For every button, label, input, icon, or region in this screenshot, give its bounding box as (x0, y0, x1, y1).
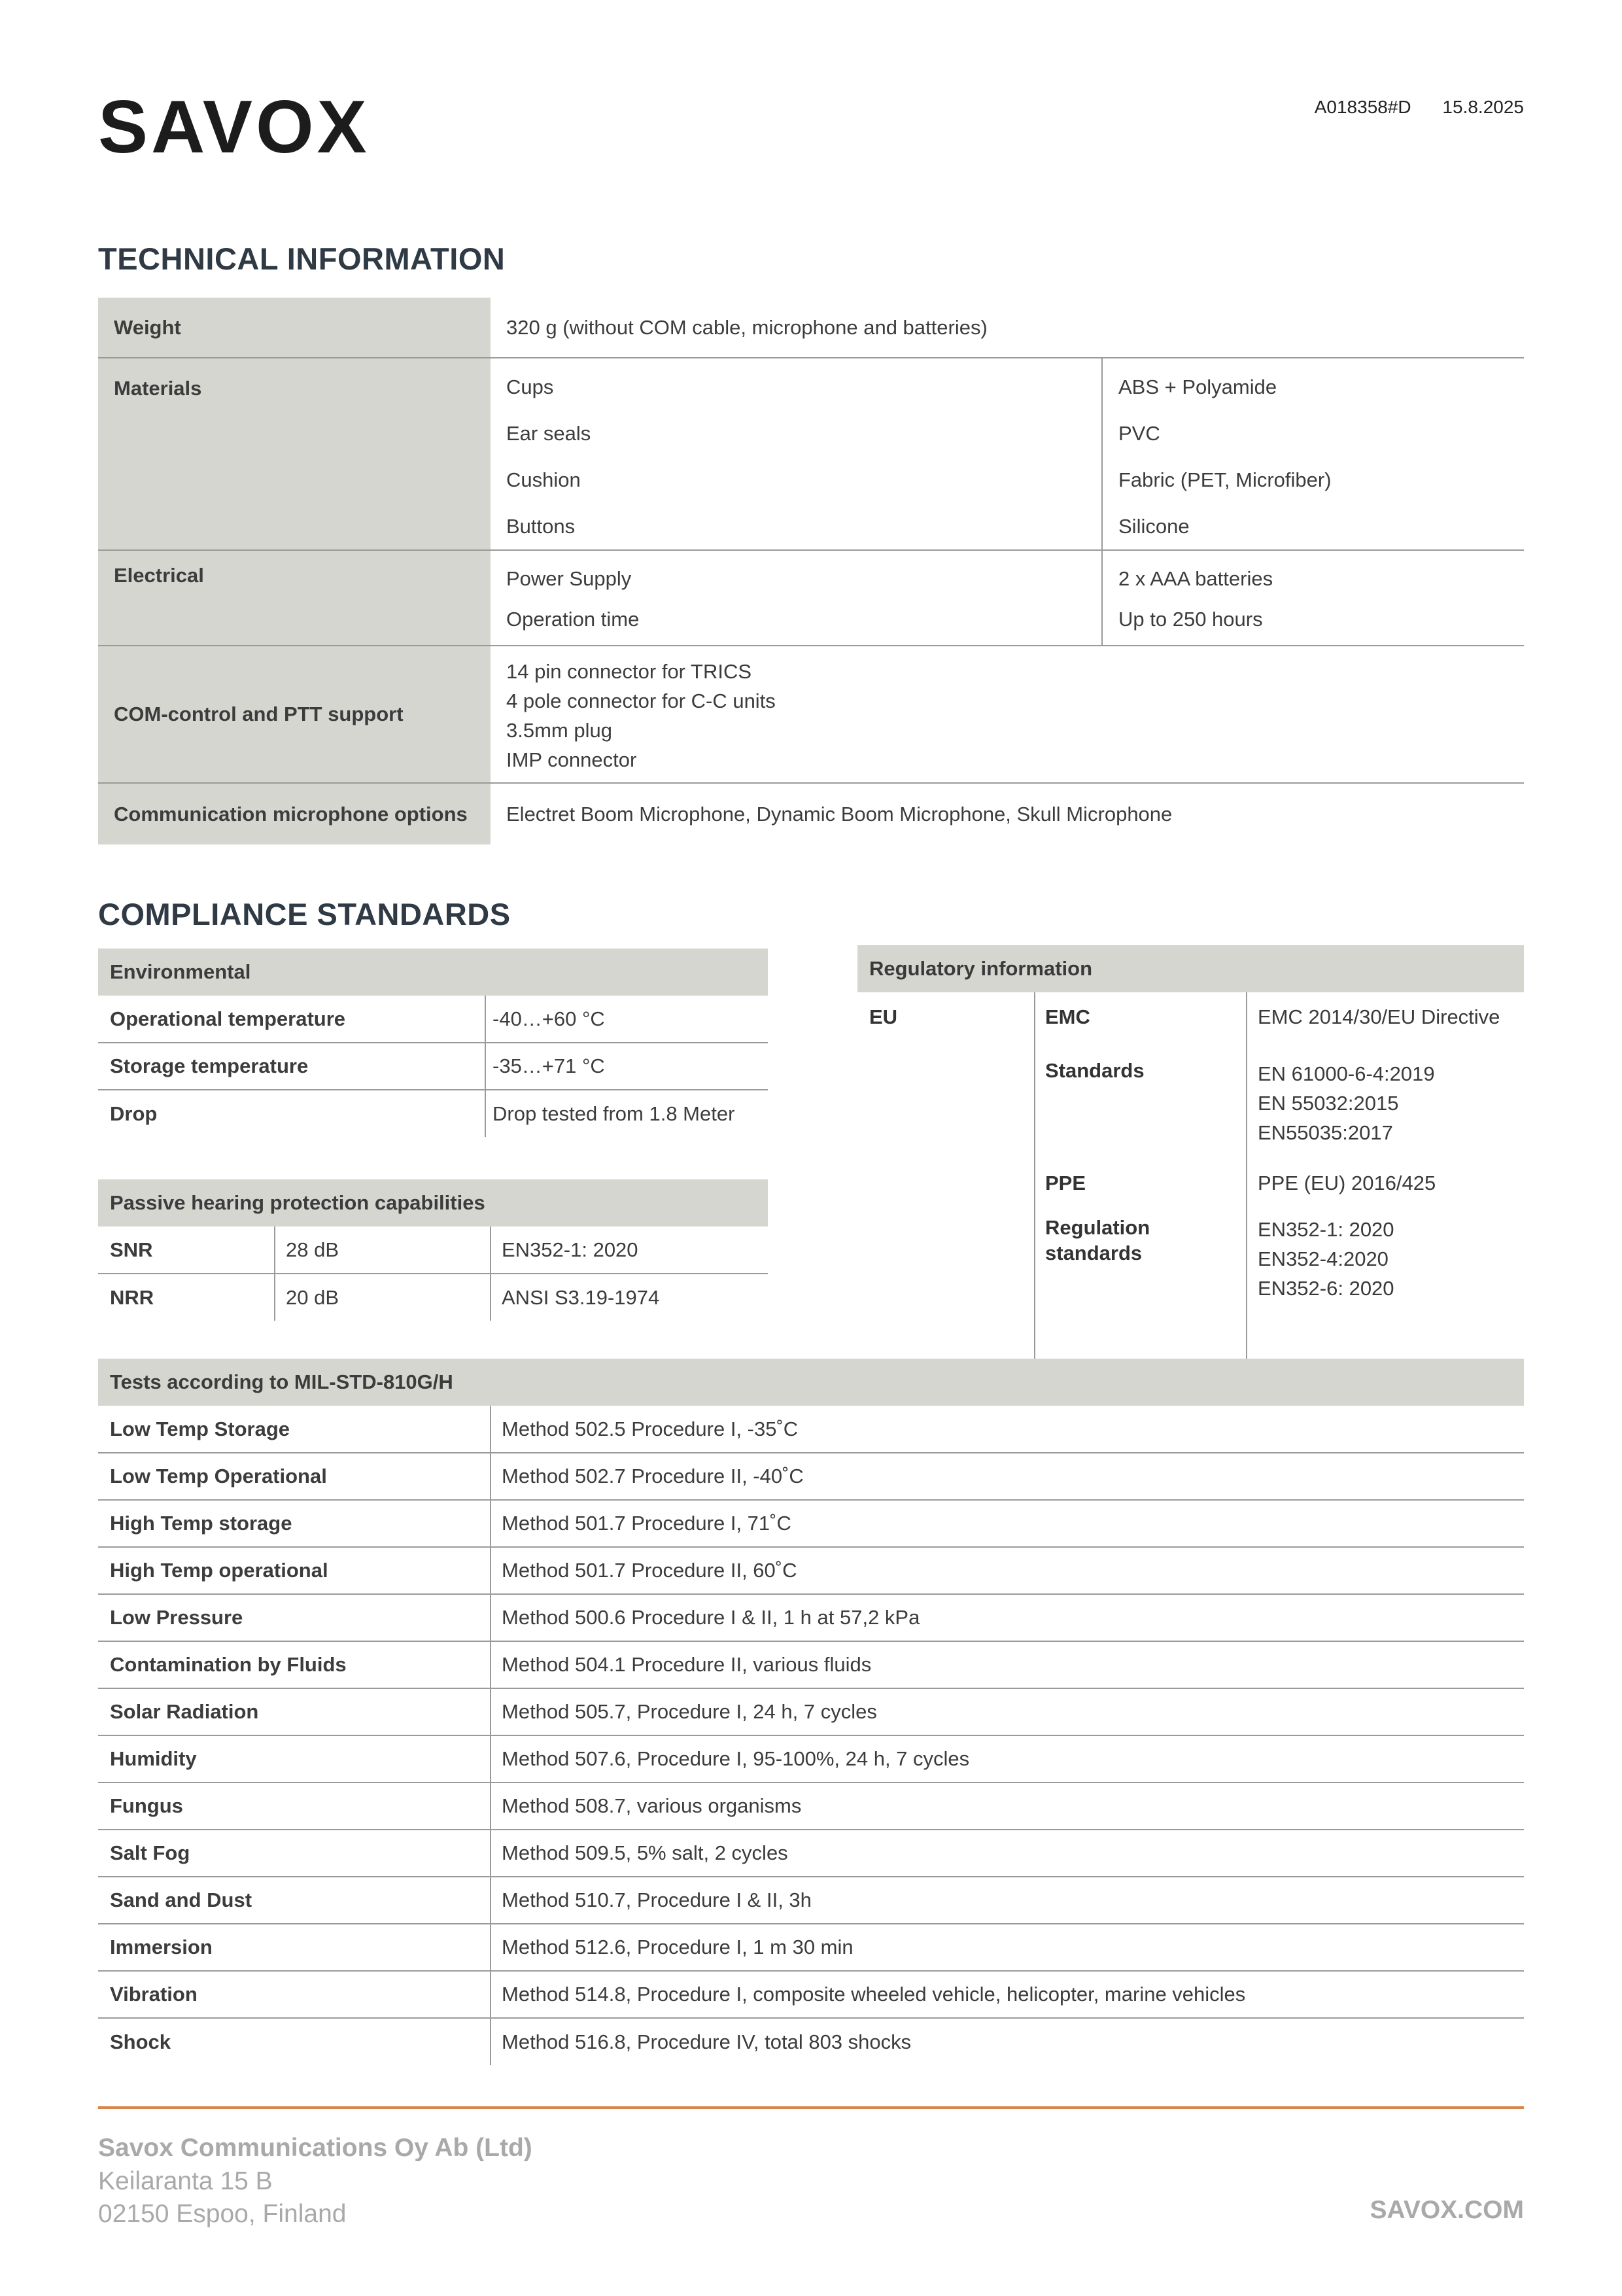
passive-protection-table (98, 1179, 768, 1321)
regulation-label-line: standards (1045, 1242, 1143, 1264)
region-label: EU (869, 1005, 898, 1028)
mil-label: Salt Fog (98, 1830, 491, 1877)
table-row (98, 1688, 1524, 1735)
env-label: Drop (110, 1102, 158, 1125)
material-value: ABS + Polyamide (1118, 375, 1277, 398)
table-row (98, 1406, 1524, 1453)
electrical-name: Operation time (506, 608, 640, 631)
table-row (98, 783, 1524, 844)
table-row (98, 550, 1524, 646)
mil-label: Immersion (98, 1924, 491, 1971)
regulation-value: EN352-1: 2020 (1258, 1218, 1394, 1241)
compliance-title: COMPLIANCE STANDARDS (98, 897, 511, 931)
mic-label: Communication microphone options (98, 783, 491, 844)
mil-value: Method 510.7, Procedure I & II, 3h (491, 1877, 1524, 1924)
mil-label: Low Temp Storage (98, 1406, 491, 1453)
materials-values (1102, 358, 1524, 550)
passive-label: NRR (110, 1285, 154, 1309)
table-row (98, 996, 768, 1043)
mil-value: Method 512.6, Procedure I, 1 m 30 min (491, 1924, 1524, 1971)
electrical-name: Power Supply (506, 567, 632, 590)
regulation-value: EN352-6: 2020 (1258, 1277, 1394, 1300)
regulation-label (1045, 1215, 1150, 1266)
mil-label: Vibration (98, 1971, 491, 2018)
mil-header: Tests according to MIL-STD-810G/H (98, 1359, 1524, 1406)
environmental-table (98, 948, 768, 1137)
column-divider (1246, 992, 1247, 1360)
standard-value: EN55035:2017 (1258, 1121, 1393, 1144)
table-row (98, 1783, 1524, 1830)
ppe-label: PPE (1045, 1172, 1086, 1194)
table-row (98, 1971, 1524, 2018)
env-value: -40…+60 °C (485, 996, 768, 1043)
mil-value: Method 504.1 Procedure II, various fluids (491, 1641, 1524, 1688)
electrical-names (491, 550, 1102, 646)
mil-value: Method 514.8, Procedure I, composite wheeled vehicle, helicopter, marine vehicles (491, 1971, 1524, 2018)
table-row (98, 1735, 1524, 1783)
standard-value: EN 61000-6-4:2019 (1258, 1062, 1435, 1085)
mil-label: Humidity (98, 1735, 491, 1783)
table-row (98, 1924, 1524, 1971)
table-row (98, 1453, 1524, 1500)
table-row (98, 358, 1524, 550)
table-row (98, 2018, 1524, 2065)
com-line: 4 pole connector for C-C units (506, 689, 776, 712)
table-row (98, 1877, 1524, 1924)
document-date: 15.8.2025 (1442, 97, 1524, 117)
mil-value: Method 502.5 Procedure I, -35˚C (491, 1406, 1524, 1453)
mil-label: High Temp operational (98, 1547, 491, 1594)
com-line: IMP connector (506, 748, 637, 771)
document-id: A018358#D (1314, 97, 1411, 117)
materials-names (491, 358, 1102, 550)
env-label: Storage temperature (98, 1043, 485, 1090)
materials-label: Materials (98, 358, 491, 550)
table-row (98, 1090, 768, 1137)
material-value: PVC (1118, 422, 1160, 445)
com-values (491, 646, 1524, 783)
electrical-value: Up to 250 hours (1118, 608, 1263, 631)
table-row (98, 298, 1524, 358)
weight-value: 320 g (without COM cable, microphone and batteries) (491, 298, 1524, 358)
mil-label: Shock (110, 2030, 171, 2053)
mil-label: Contamination by Fluids (98, 1641, 491, 1688)
emc-value: EMC 2014/30/EU Directive (1258, 1005, 1500, 1028)
standards-label: Standards (1045, 1059, 1145, 1082)
com-label: COM-control and PTT support (98, 646, 491, 783)
table-row (98, 1500, 1524, 1547)
material-name: Buttons (506, 515, 576, 538)
passive-standard: ANSI S3.19-1974 (491, 1274, 768, 1321)
mil-std-table (98, 1359, 1524, 2065)
com-line: 3.5mm plug (506, 719, 612, 742)
weight-label: Weight (98, 298, 491, 358)
mil-label: Fungus (98, 1783, 491, 1830)
table-row (98, 1594, 1524, 1641)
mil-label: Solar Radiation (98, 1688, 491, 1735)
mil-label: Low Pressure (98, 1594, 491, 1641)
mil-value: Method 516.8, Procedure IV, total 803 shocks (491, 2018, 1524, 2065)
ppe-value: PPE (EU) 2016/425 (1258, 1172, 1436, 1194)
technical-table (98, 298, 1524, 844)
environmental-header: Environmental (98, 948, 768, 996)
table-row (98, 646, 1524, 783)
standards-values (1258, 1059, 1435, 1147)
emc-label: EMC (1045, 1005, 1090, 1028)
material-name: Cups (506, 375, 554, 398)
mil-value: Method 509.5, 5% salt, 2 cycles (491, 1830, 1524, 1877)
mil-label: Sand and Dust (98, 1877, 491, 1924)
electrical-values (1102, 550, 1524, 646)
env-value: Drop tested from 1.8 Meter (485, 1090, 768, 1137)
table-row (98, 1043, 768, 1090)
table-row (98, 1830, 1524, 1877)
electrical-label: Electrical (98, 550, 491, 646)
mil-value: Method 502.7 Procedure II, -40˚C (491, 1453, 1524, 1500)
regulation-value: EN352-4:2020 (1258, 1247, 1389, 1270)
regulatory-body (857, 992, 1524, 1360)
table-row (98, 1274, 768, 1321)
column-divider (1034, 992, 1035, 1360)
passive-header: Passive hearing protection capabilities (98, 1179, 768, 1226)
footer-website-link[interactable]: SAVOX.COM (1370, 2196, 1524, 2224)
env-label: Operational temperature (98, 996, 485, 1043)
mil-value: Method 501.7 Procedure II, 60˚C (491, 1547, 1524, 1594)
footer-address-line-2: 02150 Espoo, Finland (98, 2200, 347, 2228)
footer-address-line-1: Keilaranta 15 B (98, 2167, 273, 2195)
logo-text: SAVOX (98, 86, 370, 169)
table-row (98, 1641, 1524, 1688)
mil-value: Method 508.7, various organisms (491, 1783, 1524, 1830)
material-name: Cushion (506, 468, 581, 491)
footer-company: Savox Communications Oy Ab (Ltd) (98, 2134, 532, 2162)
regulation-label-line: Regulation (1045, 1216, 1150, 1239)
regulation-values (1258, 1215, 1394, 1303)
technical-title: TECHNICAL INFORMATION (98, 241, 506, 276)
passive-label: SNR (98, 1226, 275, 1274)
mic-value: Electret Boom Microphone, Dynamic Boom Microphone, Skull Microphone (506, 802, 1173, 826)
mil-label: Low Temp Operational (98, 1453, 491, 1500)
passive-standard: EN352-1: 2020 (491, 1226, 768, 1274)
passive-value: 20 dB (275, 1274, 491, 1321)
regulatory-header: Regulatory information (857, 945, 1524, 992)
mil-value: Method 501.7 Procedure I, 71˚C (491, 1500, 1524, 1547)
regulatory-table (857, 945, 1524, 1360)
mil-value: Method 507.6, Procedure I, 95-100%, 24 h, 7 cycles (491, 1735, 1524, 1783)
table-row (98, 1547, 1524, 1594)
electrical-value: 2 x AAA batteries (1118, 567, 1273, 590)
mil-label: High Temp storage (98, 1500, 491, 1547)
table-row (98, 1226, 768, 1274)
standard-value: EN 55032:2015 (1258, 1092, 1399, 1115)
com-line: 14 pin connector for TRICS (506, 660, 752, 683)
passive-value: 28 dB (275, 1226, 491, 1274)
material-value: Fabric (PET, Microfiber) (1118, 468, 1332, 491)
mil-value: Method 500.6 Procedure I & II, 1 h at 57,2 kPa (491, 1594, 1524, 1641)
savox-logo (98, 86, 392, 169)
document-meta (1315, 97, 1524, 118)
env-value: -35…+71 °C (485, 1043, 768, 1090)
material-value: Silicone (1118, 515, 1190, 538)
mil-value: Method 505.7, Procedure I, 24 h, 7 cycles (491, 1688, 1524, 1735)
material-name: Ear seals (506, 422, 591, 445)
footer-divider (98, 2106, 1524, 2109)
